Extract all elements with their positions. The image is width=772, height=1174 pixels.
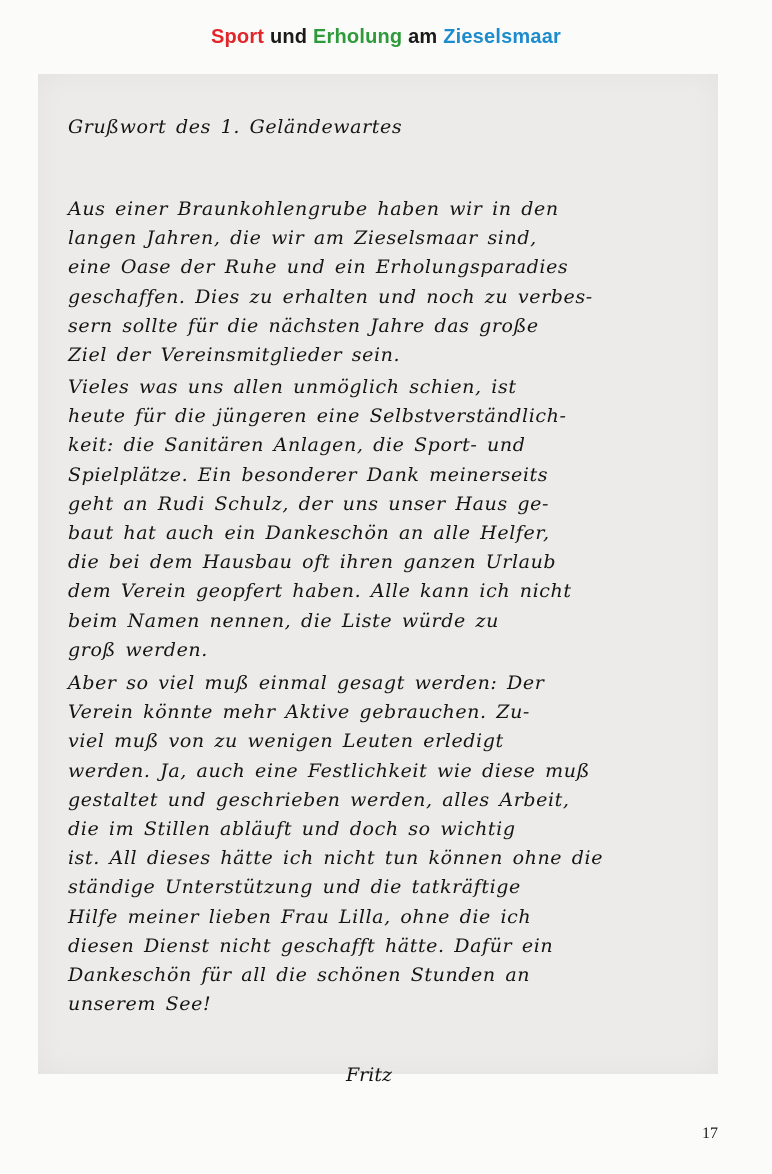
letter-line: groß werden. — [68, 638, 208, 661]
letter-line: ständige Unterstützung und die tatkräftige — [68, 876, 521, 899]
letter-line: Vieles was uns allen unmöglich schien, ist — [68, 376, 517, 398]
letter-title: Grußwort des 1. Geländewartes — [68, 116, 403, 138]
letter-line: baut hat auch ein Dankeschön an alle Helfer, — [68, 522, 550, 545]
letter-line: beim Namen nennen, die Liste würde zu — [68, 609, 499, 632]
letter-line: heute für die jüngeren eine Selbstverständlich- — [68, 405, 567, 428]
letter-line: eine Oase der Ruhe und ein Erholungsparadies — [68, 256, 569, 279]
header-word-erholung: Erholung — [312, 26, 403, 48]
letter-paragraph-2 — [68, 373, 672, 665]
letter-signature: Fritz — [346, 1064, 392, 1086]
letter-line: ist. All dieses hätte ich nicht tun können ohne die — [68, 847, 604, 870]
letter-line: diesen Dienst nicht geschafft hätte. Dafür ein — [68, 934, 554, 957]
letter-line: Ziel der Vereinsmitglieder sein. — [68, 344, 401, 367]
header-word-place: Zieselsmaar — [443, 26, 562, 48]
letter-line: langen Jahren, die wir am Zieselsmaar sind, — [68, 227, 537, 250]
letter-line: Hilfe meiner lieben Frau Lilla, ohne die ich — [68, 905, 532, 928]
letter-line: keit: die Sanitären Anlagen, die Sport- und — [68, 434, 526, 457]
letter-line: die bei dem Hausbau oft ihren ganzen Urlaub — [68, 551, 557, 574]
letter-line: sern sollte für die nächsten Jahre das große — [68, 314, 539, 337]
letter-line: viel muß von zu wenigen Leuten erledigt — [68, 730, 504, 753]
letter-line: Verein könnte mehr Aktive gebrauchen. Zu- — [68, 701, 530, 724]
letter-line: Dankeschön für all die schönen Stunden an — [68, 964, 531, 987]
header-word-am: am — [408, 26, 438, 48]
letter-line: dem Verein geopfert haben. Alle kann ich nicht — [68, 580, 572, 603]
letter-line: Spielplätze. Ein besonderer Dank meinerseits — [68, 463, 549, 486]
letter-line: geschaffen. Dies zu erhalten und noch zu verbes- — [68, 285, 593, 308]
page-header — [0, 26, 772, 49]
letter-line: die im Stillen abläuft und doch so wichtig — [68, 818, 516, 841]
header-word-sport: Sport — [210, 26, 265, 48]
letter-paragraph-1 — [68, 195, 672, 370]
letter-line: gestaltet und geschrieben werden, alles Arbeit, — [68, 788, 570, 811]
letter-line: unserem See! — [68, 993, 212, 1016]
letter-line: Aus einer Braunkohlengrube haben wir in den — [68, 198, 559, 220]
letter-paragraph-3 — [68, 669, 672, 1019]
letter-line: geht an Rudi Schulz, der uns unser Haus ge- — [68, 492, 549, 515]
letter-line: Aber so viel muß einmal gesagt werden: Der — [68, 672, 545, 694]
header-word-und: und — [269, 26, 308, 48]
letter-line: werden. Ja, auch eine Festlichkeit wie diese muß — [68, 759, 590, 782]
page-number: 17 — [702, 1125, 718, 1142]
